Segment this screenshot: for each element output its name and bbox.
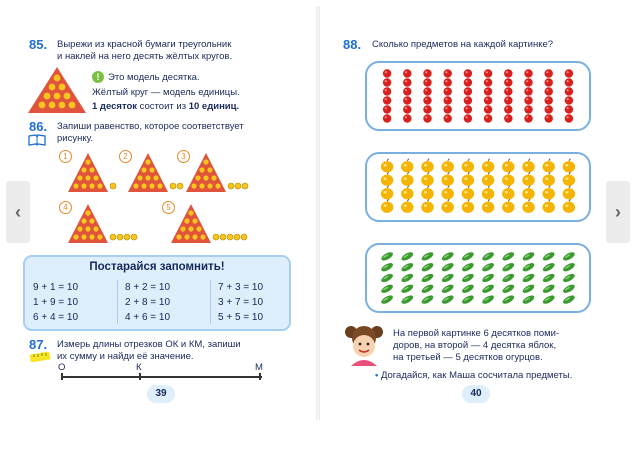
cucumber-icon [481,251,495,263]
tomato-icon [545,87,553,95]
tomatoes-frame [365,61,591,131]
apple-icon [462,161,474,172]
tomato-icon [484,96,492,104]
cucumber-icon [461,272,475,284]
cucumbers-frame [365,243,591,313]
point-m-label: М [255,362,263,373]
remember-box [23,255,291,331]
tomato-icon [444,69,452,77]
apple-icon [401,202,413,213]
tomato-icon [403,69,411,77]
cucumber-icon [562,261,576,273]
apple-icon [381,175,393,186]
tomato-icon [444,96,452,104]
tomato-icon [423,69,431,77]
tomato-icon [545,114,553,122]
apple-icon [522,161,534,172]
tomato-icon [524,96,532,104]
apples-frame [365,152,591,222]
tomato-icon [484,87,492,95]
apple-icon [502,175,514,186]
task-line: • Догадайся, как Маша сосчитала предметы. [375,370,573,381]
tomato-icon [484,114,492,122]
cucumber-icon [562,272,576,284]
tomato-icon [565,114,573,122]
tomato-icon [504,96,512,104]
cucumber-icon [420,294,434,306]
equation: 6 + 4 = 10 [33,312,79,323]
point-m-tick [259,373,261,380]
cucumber-icon [420,251,434,263]
tomato-icon [484,105,492,113]
tomato-icon [524,114,532,122]
tomato-icon [403,105,411,113]
segment-line [62,376,262,378]
masha-text-line1: На первой картинке 6 десятков поми- [393,328,560,339]
exercise-86-line1: Запиши равенство, которое соответствует [57,121,244,132]
tomato-icon [423,87,431,95]
apple-icon [462,175,474,186]
exercise-86-line2: рисунку. [57,133,94,144]
apple-icon [543,161,555,172]
cucumber-icon [542,283,556,295]
cucumber-icon [481,283,495,295]
cucumber-grid [367,245,589,311]
ruler-icon [29,352,51,362]
tomato-icon [403,87,411,95]
ten-model-triangle [26,65,88,115]
apple-icon [563,161,575,172]
figure-number: 4 [59,201,72,214]
tomato-icon [423,78,431,86]
cucumber-icon [441,251,455,263]
tomato-icon [403,114,411,122]
cucumber-icon [481,294,495,306]
tomato-icon [464,78,472,86]
apple-icon [421,188,433,199]
cucumber-icon [420,261,434,273]
tomato-icon [545,105,553,113]
cucumber-icon [542,261,556,273]
apple-icon [442,188,454,199]
tomato-icon [464,105,472,113]
cucumber-icon [461,261,475,273]
equation: 4 + 6 = 10 [125,312,171,323]
tomato-icon [545,78,553,86]
tomato-icon [545,69,553,77]
apple-icon [482,175,494,186]
cucumber-icon [400,251,414,263]
tomato-icon [464,114,472,122]
cucumber-icon [461,294,475,306]
equation: 3 + 7 = 10 [218,297,264,308]
note-line2: Жёлтый круг — модель единицы. [92,87,240,98]
apple-icon [502,202,514,213]
apple-icon [421,175,433,186]
point-o-tick [61,373,63,380]
exercise-85-line1: Вырежи из красной бумаги треугольник [57,39,232,50]
exercise-87-line2: их сумму и найди её значение. [57,351,194,362]
tomato-icon [504,87,512,95]
apple-icon [563,202,575,213]
apple-icon [482,161,494,172]
cucumber-icon [380,272,394,284]
tomato-icon [444,78,452,86]
cucumber-icon [542,294,556,306]
apple-icon [563,188,575,199]
ten-triangle-figure [66,203,146,247]
apple-icon [442,202,454,213]
cucumber-icon [441,261,455,273]
exercise-88-question: Сколько предметов на каждой картинке? [372,39,554,50]
exercise-86-number: 86. [29,119,48,134]
tomato-icon [524,69,532,77]
tomato-icon [423,105,431,113]
cucumber-icon [441,294,455,306]
tomato-icon [504,69,512,77]
apple-icon [381,202,393,213]
exercise-87-number: 87. [29,337,48,352]
apple-icon [401,161,413,172]
equation: 9 + 1 = 10 [33,282,79,293]
exercise-85-number: 85. [29,37,48,52]
cucumber-icon [461,251,475,263]
apple-icon [442,175,454,186]
figure-number: 1 [59,150,72,163]
tomato-icon [423,114,431,122]
apple-grid [367,154,589,220]
cucumber-icon [400,272,414,284]
remember-title: Постарайся запомнить! [89,261,225,273]
apple-icon [462,188,474,199]
tomato-icon [504,105,512,113]
tomato-icon [504,78,512,86]
next-page-button[interactable] [606,181,630,243]
cucumber-icon [481,261,495,273]
cucumber-icon [521,283,535,295]
apple-icon [502,161,514,172]
apple-icon [482,188,494,199]
figure-number: 2 [119,150,132,163]
cucumber-icon [501,261,515,273]
apple-icon [522,175,534,186]
tomato-icon [565,87,573,95]
book-icon [28,134,46,146]
cucumber-icon [400,294,414,306]
equation: 5 + 5 = 10 [218,312,264,323]
ten-triangle-figure [169,203,249,247]
tomato-icon [565,69,573,77]
tomato-icon [383,78,391,86]
tomato-icon [464,96,472,104]
tomato-icon [504,114,512,122]
tomato-icon [484,69,492,77]
cucumber-icon [501,272,515,284]
equation: 7 + 3 = 10 [218,282,264,293]
apple-icon [522,188,534,199]
tomato-icon [524,105,532,113]
tomato-icon [565,96,573,104]
exercise-85-line2: и наклей на него десять жёлтых кругов. [57,51,233,62]
apple-icon [442,161,454,172]
apple-icon [401,188,413,199]
tomato-icon [464,69,472,77]
cucumber-icon [562,251,576,263]
cucumber-icon [420,283,434,295]
cucumber-icon [441,272,455,284]
tomato-icon [565,78,573,86]
cucumber-icon [441,283,455,295]
apple-icon [543,202,555,213]
tomato-icon [565,105,573,113]
tomato-icon [383,87,391,95]
masha-text-line3: на третьей — 5 десятков огурцов. [393,352,543,363]
cucumber-icon [501,294,515,306]
apple-icon [543,175,555,186]
page-number-left: 39 [147,385,175,403]
cucumber-icon [461,283,475,295]
tomato-icon [464,87,472,95]
point-k-tick [139,373,141,380]
tomato-icon [383,105,391,113]
prev-page-button[interactable] [6,181,30,243]
bullet-icon: • [375,370,379,381]
cucumber-icon [542,272,556,284]
book-spine [316,6,320,420]
cucumber-icon [542,251,556,263]
exercise-88-number: 88. [343,37,362,52]
apple-icon [522,202,534,213]
chevron-right-icon: › [615,201,621,222]
equation: 8 + 2 = 10 [125,282,171,293]
point-o-label: О [58,362,66,373]
cucumber-icon [400,283,414,295]
figure-number: 3 [177,150,190,163]
cucumber-icon [521,294,535,306]
masha-avatar [343,322,385,366]
tomato-icon [403,96,411,104]
cucumber-icon [501,283,515,295]
apple-icon [421,161,433,172]
tomato-icon [545,96,553,104]
note-line3: 1 десяток состоит из 10 единиц. [92,101,240,112]
tomato-icon [423,96,431,104]
tomato-icon [524,78,532,86]
masha-text-line2: доров, на второй — 4 десятка яблок, [393,340,557,351]
page-number-right: 40 [462,385,490,403]
tomato-icon [383,114,391,122]
apple-icon [381,188,393,199]
note-line1: ! Это модель десятка. [92,71,200,84]
tomato-icon [444,87,452,95]
cucumber-icon [380,294,394,306]
cucumber-icon [380,283,394,295]
tomato-icon [403,78,411,86]
cucumber-icon [521,251,535,263]
apple-icon [381,161,393,172]
tomato-grid [367,63,589,129]
cucumber-icon [400,261,414,273]
apple-icon [401,175,413,186]
tomato-icon [383,96,391,104]
cucumber-icon [420,272,434,284]
cucumber-icon [562,283,576,295]
cucumber-icon [380,251,394,263]
tomato-icon [444,114,452,122]
tomato-icon [524,87,532,95]
cucumber-icon [521,261,535,273]
tomato-icon [383,69,391,77]
equation: 1 + 9 = 10 [33,297,79,308]
ten-triangle-figure [184,152,264,196]
cucumber-icon [380,261,394,273]
cucumber-icon [562,294,576,306]
equation: 2 + 8 = 10 [125,297,171,308]
apple-icon [502,188,514,199]
apple-icon [482,202,494,213]
tomato-icon [484,78,492,86]
apple-icon [462,202,474,213]
apple-icon [421,202,433,213]
cucumber-icon [521,272,535,284]
tomato-icon [444,105,452,113]
point-k-label: К [136,362,142,373]
apple-icon [563,175,575,186]
exercise-87-line1: Измерь длины отрезков ОК и КМ, запиши [57,339,241,350]
chevron-left-icon: ‹ [15,201,21,222]
exclamation-badge-icon: ! [92,71,104,83]
cucumber-icon [501,251,515,263]
figure-number: 5 [162,201,175,214]
apple-icon [543,188,555,199]
cucumber-icon [481,272,495,284]
